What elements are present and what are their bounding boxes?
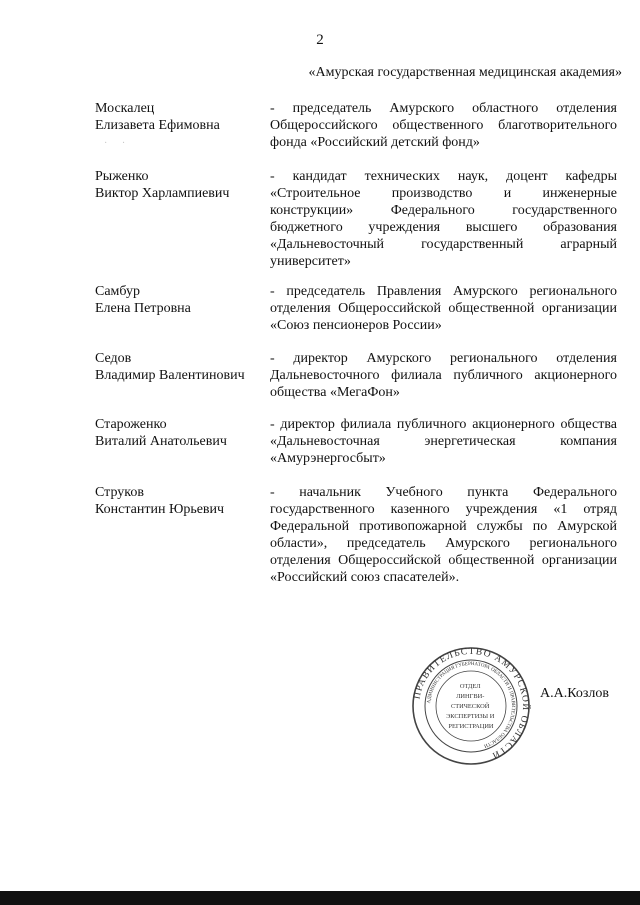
member-description: - директор филиала публичного акционерного общества «Дальневосточная энергетическая компания «Амурэнергосбыт» — [270, 417, 617, 466]
member-given-names: Елизавета Ефимовна — [95, 118, 220, 133]
member-given-names: Владимир Валентинович — [95, 368, 245, 383]
stamp-center-text: ОТДЕЛ ЛИНГВИ- СТИЧЕСКОЙ ЭКСПЕРТИЗЫ И РЕГИСТРАЦИИ — [446, 683, 495, 730]
member-name — [95, 168, 265, 202]
member-description: - председатель Правления Амурского регионального отделения Общероссийской общественной организации «Союз пенсионеров России» — [270, 284, 617, 333]
member-surname: Москалец — [95, 101, 155, 116]
member-name — [95, 484, 265, 518]
member-name — [95, 283, 265, 317]
member-surname: Седов — [95, 351, 132, 366]
official-stamp — [411, 646, 531, 766]
member-surname: Самбур — [95, 284, 141, 299]
member-description: - начальник Учебного пункта Федерального государственного казенного учреждения «1 отряд Федеральной противопожарной службы по Амурской области», председатель Амурского регионального отделения Общероссийской общественной организации «Российский союз спасателей». — [270, 485, 617, 585]
member-surname: Староженко — [95, 417, 167, 432]
scan-artifact: · · — [104, 138, 132, 149]
stamp-outer-text: ПРАВИТЕЛЬСТВО АМУРСКОЙ ОБЛАСТИ — [412, 646, 531, 761]
member-name — [95, 350, 265, 384]
member-surname: Рыженко — [95, 169, 149, 184]
member-description: - кандидат технических наук, доцент кафедры «Строительное производство и инженерные конструкции» Федерального государственного бюджетного учреждения высшего образования «Дальневосточный государственный аграрный университет» — [270, 169, 617, 269]
page-number: 2 — [316, 32, 324, 48]
member-description: - директор Амурского регионального отделения Дальневосточного филиала публичного акционерного общества «МегаФон» — [270, 351, 617, 400]
member-given-names: Виталий Анатольевич — [95, 434, 227, 449]
continuation-line: «Амурская государственная медицинская академия» — [308, 65, 622, 80]
member-given-names: Елена Петровна — [95, 301, 191, 316]
stamp-middle-text: АДМИНИСТРАЦИЯ ГУБЕРНАТОРА ОБЛАСТИ И ПРАВИТЕЛЬСТВА ОБЛАСТИ — [427, 661, 516, 748]
member-name — [95, 416, 265, 450]
member-surname: Струков — [95, 485, 144, 500]
member-given-names: Константин Юрьевич — [95, 502, 225, 517]
member-given-names: Виктор Харлампиевич — [95, 186, 230, 201]
member-name — [95, 100, 265, 134]
scan-bottom-edge — [0, 891, 640, 905]
signature: А.А.Козлов — [540, 686, 609, 701]
member-description: - председатель Амурского областного отделения Общероссийского общественного благотворительного фонда «Российский детский фонд» — [270, 101, 617, 150]
